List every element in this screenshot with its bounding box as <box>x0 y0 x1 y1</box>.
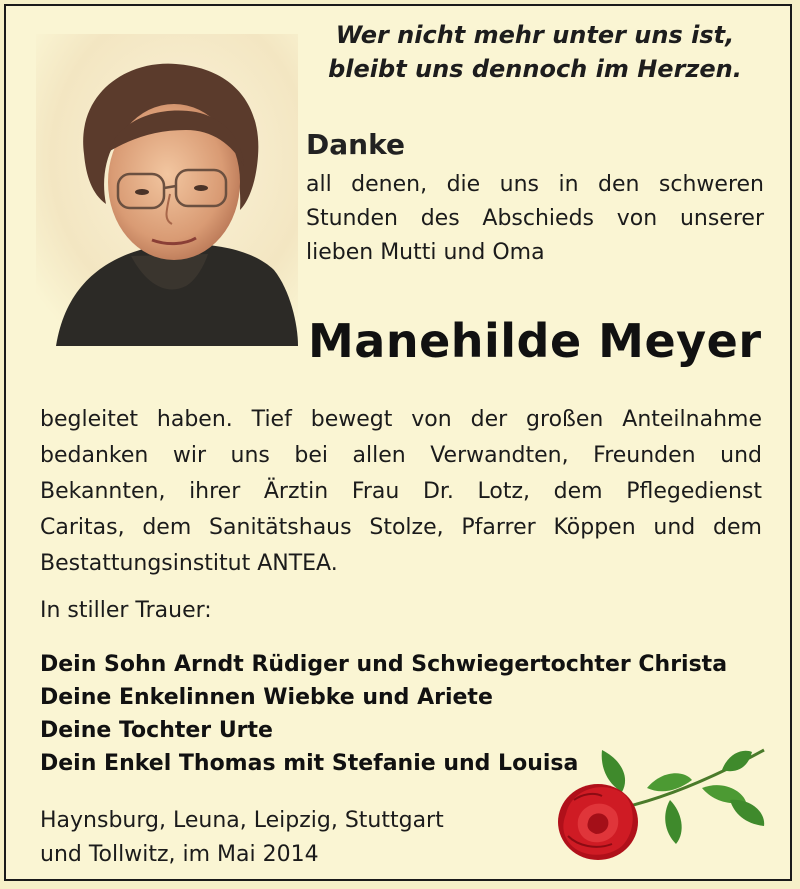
place-date <box>40 804 444 872</box>
danke-line: all denen, die uns in den schweren <box>306 172 764 197</box>
mourner-line: Deine Enkelinnen Wiebke und Ariete <box>40 685 493 710</box>
paragraph-line: bedanken wir uns bei allen Verwandten, Freunden und <box>40 443 762 468</box>
danke-line: lieben Mutti und Oma <box>306 240 545 265</box>
danke-line: Stunden des Abschieds von unserer <box>306 206 764 231</box>
paragraph-line: Bestattungsinstitut ANTEA. <box>40 551 338 576</box>
quote-line-1: Wer nicht mehr unter uns ist, <box>335 21 735 49</box>
paragraph-line: Caritas, dem Sanitätshaus Stolze, Pfarrer Köppen und dem <box>40 515 762 540</box>
mourner-line: Dein Sohn Arndt Rüdiger und Schwiegertochter Christa <box>40 652 728 677</box>
mourner-line: Deine Tochter Urte <box>40 718 273 743</box>
place-line: und Tollwitz, im Mai 2014 <box>40 842 319 867</box>
mourner-line: Dein Enkel Thomas mit Stefanie und Louisa <box>40 751 579 776</box>
place-line: Haynsburg, Leuna, Leipzig, Stuttgart <box>40 808 444 833</box>
thanks-paragraph <box>40 402 762 582</box>
memorial-quote <box>300 18 770 86</box>
danke-text <box>306 168 764 270</box>
quote-line-2: bleibt uns dennoch im Herzen. <box>328 55 742 83</box>
danke-heading: Danke <box>306 128 405 161</box>
mourning-intro: In stiller Trauer: <box>40 598 212 623</box>
paragraph-line: Bekannten, ihrer Ärztin Frau Dr. Lotz, dem Pflegedienst <box>40 479 762 504</box>
rose-icon <box>552 740 772 870</box>
paragraph-line: begleitet haben. Tief bewegt von der großen Anteilnahme <box>40 407 762 432</box>
portrait-photo <box>36 34 298 346</box>
deceased-name: Manehilde Meyer <box>308 314 762 368</box>
